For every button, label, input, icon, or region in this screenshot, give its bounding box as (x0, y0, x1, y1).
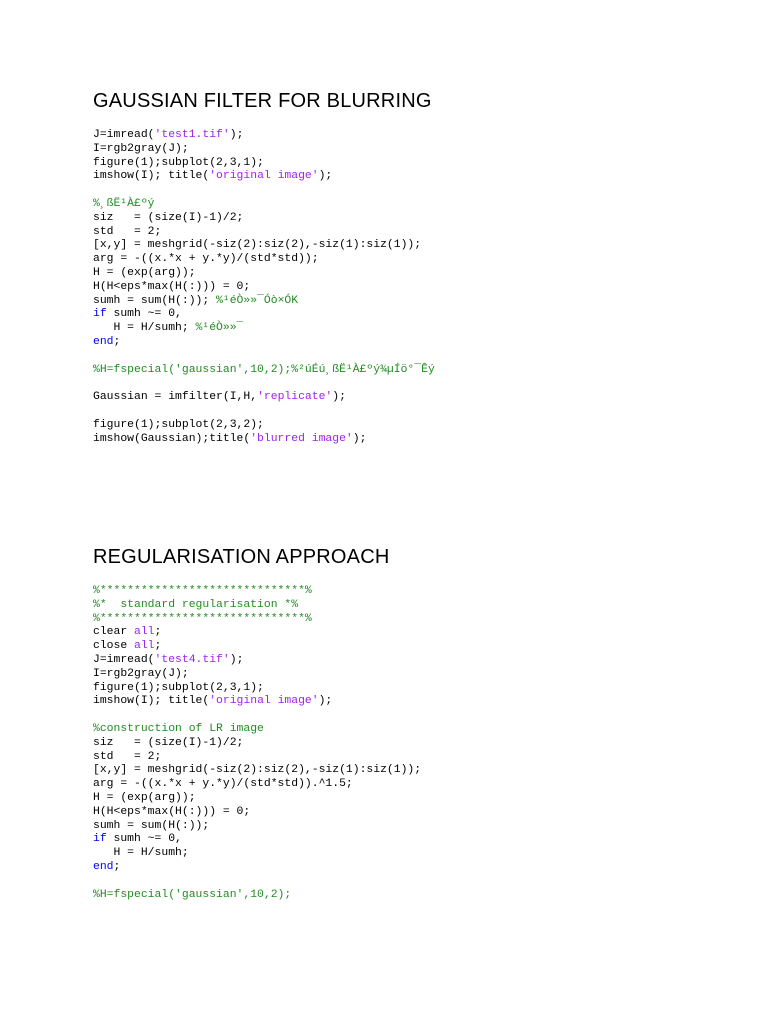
code-line (93, 157, 435, 171)
code-string: 'replicate' (257, 391, 333, 404)
code-line (93, 654, 421, 668)
code-line (93, 585, 421, 599)
section-heading-regularisation: REGULARISATION APPROACH (93, 546, 390, 568)
code-string: 'original image' (209, 695, 319, 708)
code-line (93, 295, 435, 309)
code-text: figure(1);subplot(2,3,2); (93, 418, 264, 431)
code-line (93, 682, 421, 696)
code-text: arg = -((x.*x + y.*y)/(std*std)).^1.5; (93, 778, 353, 791)
blank-line (93, 709, 421, 723)
code-text: ); (352, 432, 367, 445)
code-text: J=imread( (93, 653, 155, 666)
code-text: std = 2; (93, 750, 162, 763)
code-line (93, 364, 435, 378)
code-text: H = H/sumh; (93, 322, 196, 335)
code-line (93, 281, 435, 295)
code-text: [x,y] = meshgrid(-siz(2):siz(2),-siz(1):siz(1)); (93, 764, 422, 777)
code-keyword: if (93, 833, 107, 846)
code-comment: %¸ßË¹À£ºý (93, 197, 155, 210)
code-line (93, 267, 435, 281)
code-keyword: if (93, 308, 107, 321)
code-line (93, 170, 435, 184)
code-line (93, 861, 421, 875)
code-text: H = (exp(arg)); (93, 791, 196, 804)
code-comment: %******************************% (93, 585, 312, 597)
code-text: ; (154, 626, 162, 639)
code-comment: %* standard regularisation *% (93, 598, 299, 611)
code-text: ; (113, 335, 121, 348)
code-comment: %H=fspecial('gaussian',10,2);%²úÉú¸ßË¹À£ºý¾µÍö°¯Êý (93, 363, 435, 376)
code-line (93, 599, 421, 613)
code-line (93, 322, 435, 336)
code-line (93, 640, 421, 654)
code-line (93, 792, 421, 806)
code-line (93, 889, 421, 903)
code-string: all (134, 626, 155, 639)
code-text: siz = (size(I)-1)/2; (93, 736, 244, 749)
code-string: 'test4.tif' (154, 653, 230, 666)
code-text: ; (154, 640, 162, 653)
code-line (93, 847, 421, 861)
code-text: clear (93, 626, 135, 639)
code-text: I=rgb2gray(J); (93, 142, 189, 155)
code-text: sumh = sum(H(:)); (93, 294, 217, 307)
code-keyword: end (93, 335, 114, 348)
blank-line (93, 875, 421, 889)
code-text: H(H<eps*max(H(:))) = 0; (93, 280, 251, 293)
code-line (93, 433, 435, 447)
code-string: 'original image' (209, 170, 319, 183)
section-heading-gaussian-filter: GAUSSIAN FILTER FOR BLURRING (93, 90, 432, 112)
code-text: figure(1);subplot(2,3,1); (93, 681, 264, 694)
code-line (93, 336, 435, 350)
code-string: 'test1.tif' (154, 129, 230, 141)
code-line (93, 198, 435, 212)
code-comment: %******************************% (93, 612, 312, 625)
code-comment: %construction of LR image (93, 722, 264, 735)
code-line (93, 308, 435, 322)
code-text: [x,y] = meshgrid(-siz(2):siz(2),-siz(1):siz(1)); (93, 239, 422, 252)
code-comment: %H=fspecial('gaussian',10,2); (93, 888, 292, 901)
code-line (93, 391, 435, 405)
code-line (93, 419, 435, 433)
code-string: 'blurred image' (250, 432, 353, 445)
code-text: ); (229, 129, 244, 141)
code-text: ); (229, 653, 244, 666)
code-text: ; (113, 860, 121, 873)
code-text: sumh ~= 0, (106, 833, 182, 846)
code-line (93, 129, 435, 143)
code-line (93, 626, 421, 640)
code-text: H = (exp(arg)); (93, 266, 196, 279)
code-comment: %¹éÒ»»¯Óò×ÓK (216, 294, 299, 307)
code-line (93, 253, 435, 267)
code-text: H = H/sumh; (93, 847, 189, 860)
code-line (93, 833, 421, 847)
code-text: sumh = sum(H(:)); (93, 819, 210, 832)
code-line (93, 212, 435, 226)
code-block-gaussian-filter (93, 129, 435, 446)
code-text: imshow(I); title( (93, 170, 210, 183)
code-text: imshow(I); title( (93, 695, 210, 708)
code-text: ); (318, 695, 333, 708)
code-text: std = 2; (93, 225, 162, 238)
code-keyword: end (93, 860, 114, 873)
code-text: ); (318, 170, 333, 183)
code-line (93, 226, 435, 240)
code-line (93, 751, 421, 765)
code-line (93, 737, 421, 751)
code-text: ); (332, 391, 346, 404)
code-text: sumh ~= 0, (106, 308, 182, 321)
code-text: Gaussian = imfilter(I,H, (93, 391, 258, 404)
code-line (93, 239, 435, 253)
code-comment: %¹éÒ»»¯ (195, 322, 244, 335)
code-line (93, 723, 421, 737)
blank-line (93, 184, 435, 198)
code-text: I=rgb2gray(J); (93, 667, 189, 680)
code-block-regularisation (93, 585, 421, 902)
blank-line (93, 377, 435, 391)
blank-line (93, 405, 435, 419)
code-line (93, 668, 421, 682)
code-text: figure(1);subplot(2,3,1); (93, 156, 264, 169)
code-text: imshow(Gaussian);title( (93, 432, 251, 445)
code-line (93, 764, 421, 778)
code-line (93, 613, 421, 627)
blank-line (93, 350, 435, 364)
code-text: H(H<eps*max(H(:))) = 0; (93, 805, 251, 818)
code-text: close (93, 640, 135, 653)
code-line (93, 806, 421, 820)
code-line (93, 778, 421, 792)
code-line (93, 695, 421, 709)
code-line (93, 820, 421, 834)
code-line (93, 143, 435, 157)
code-text: arg = -((x.*x + y.*y)/(std*std)); (93, 253, 319, 266)
code-text: siz = (size(I)-1)/2; (93, 211, 244, 224)
code-string: all (134, 640, 155, 653)
code-text: J=imread( (93, 129, 155, 141)
